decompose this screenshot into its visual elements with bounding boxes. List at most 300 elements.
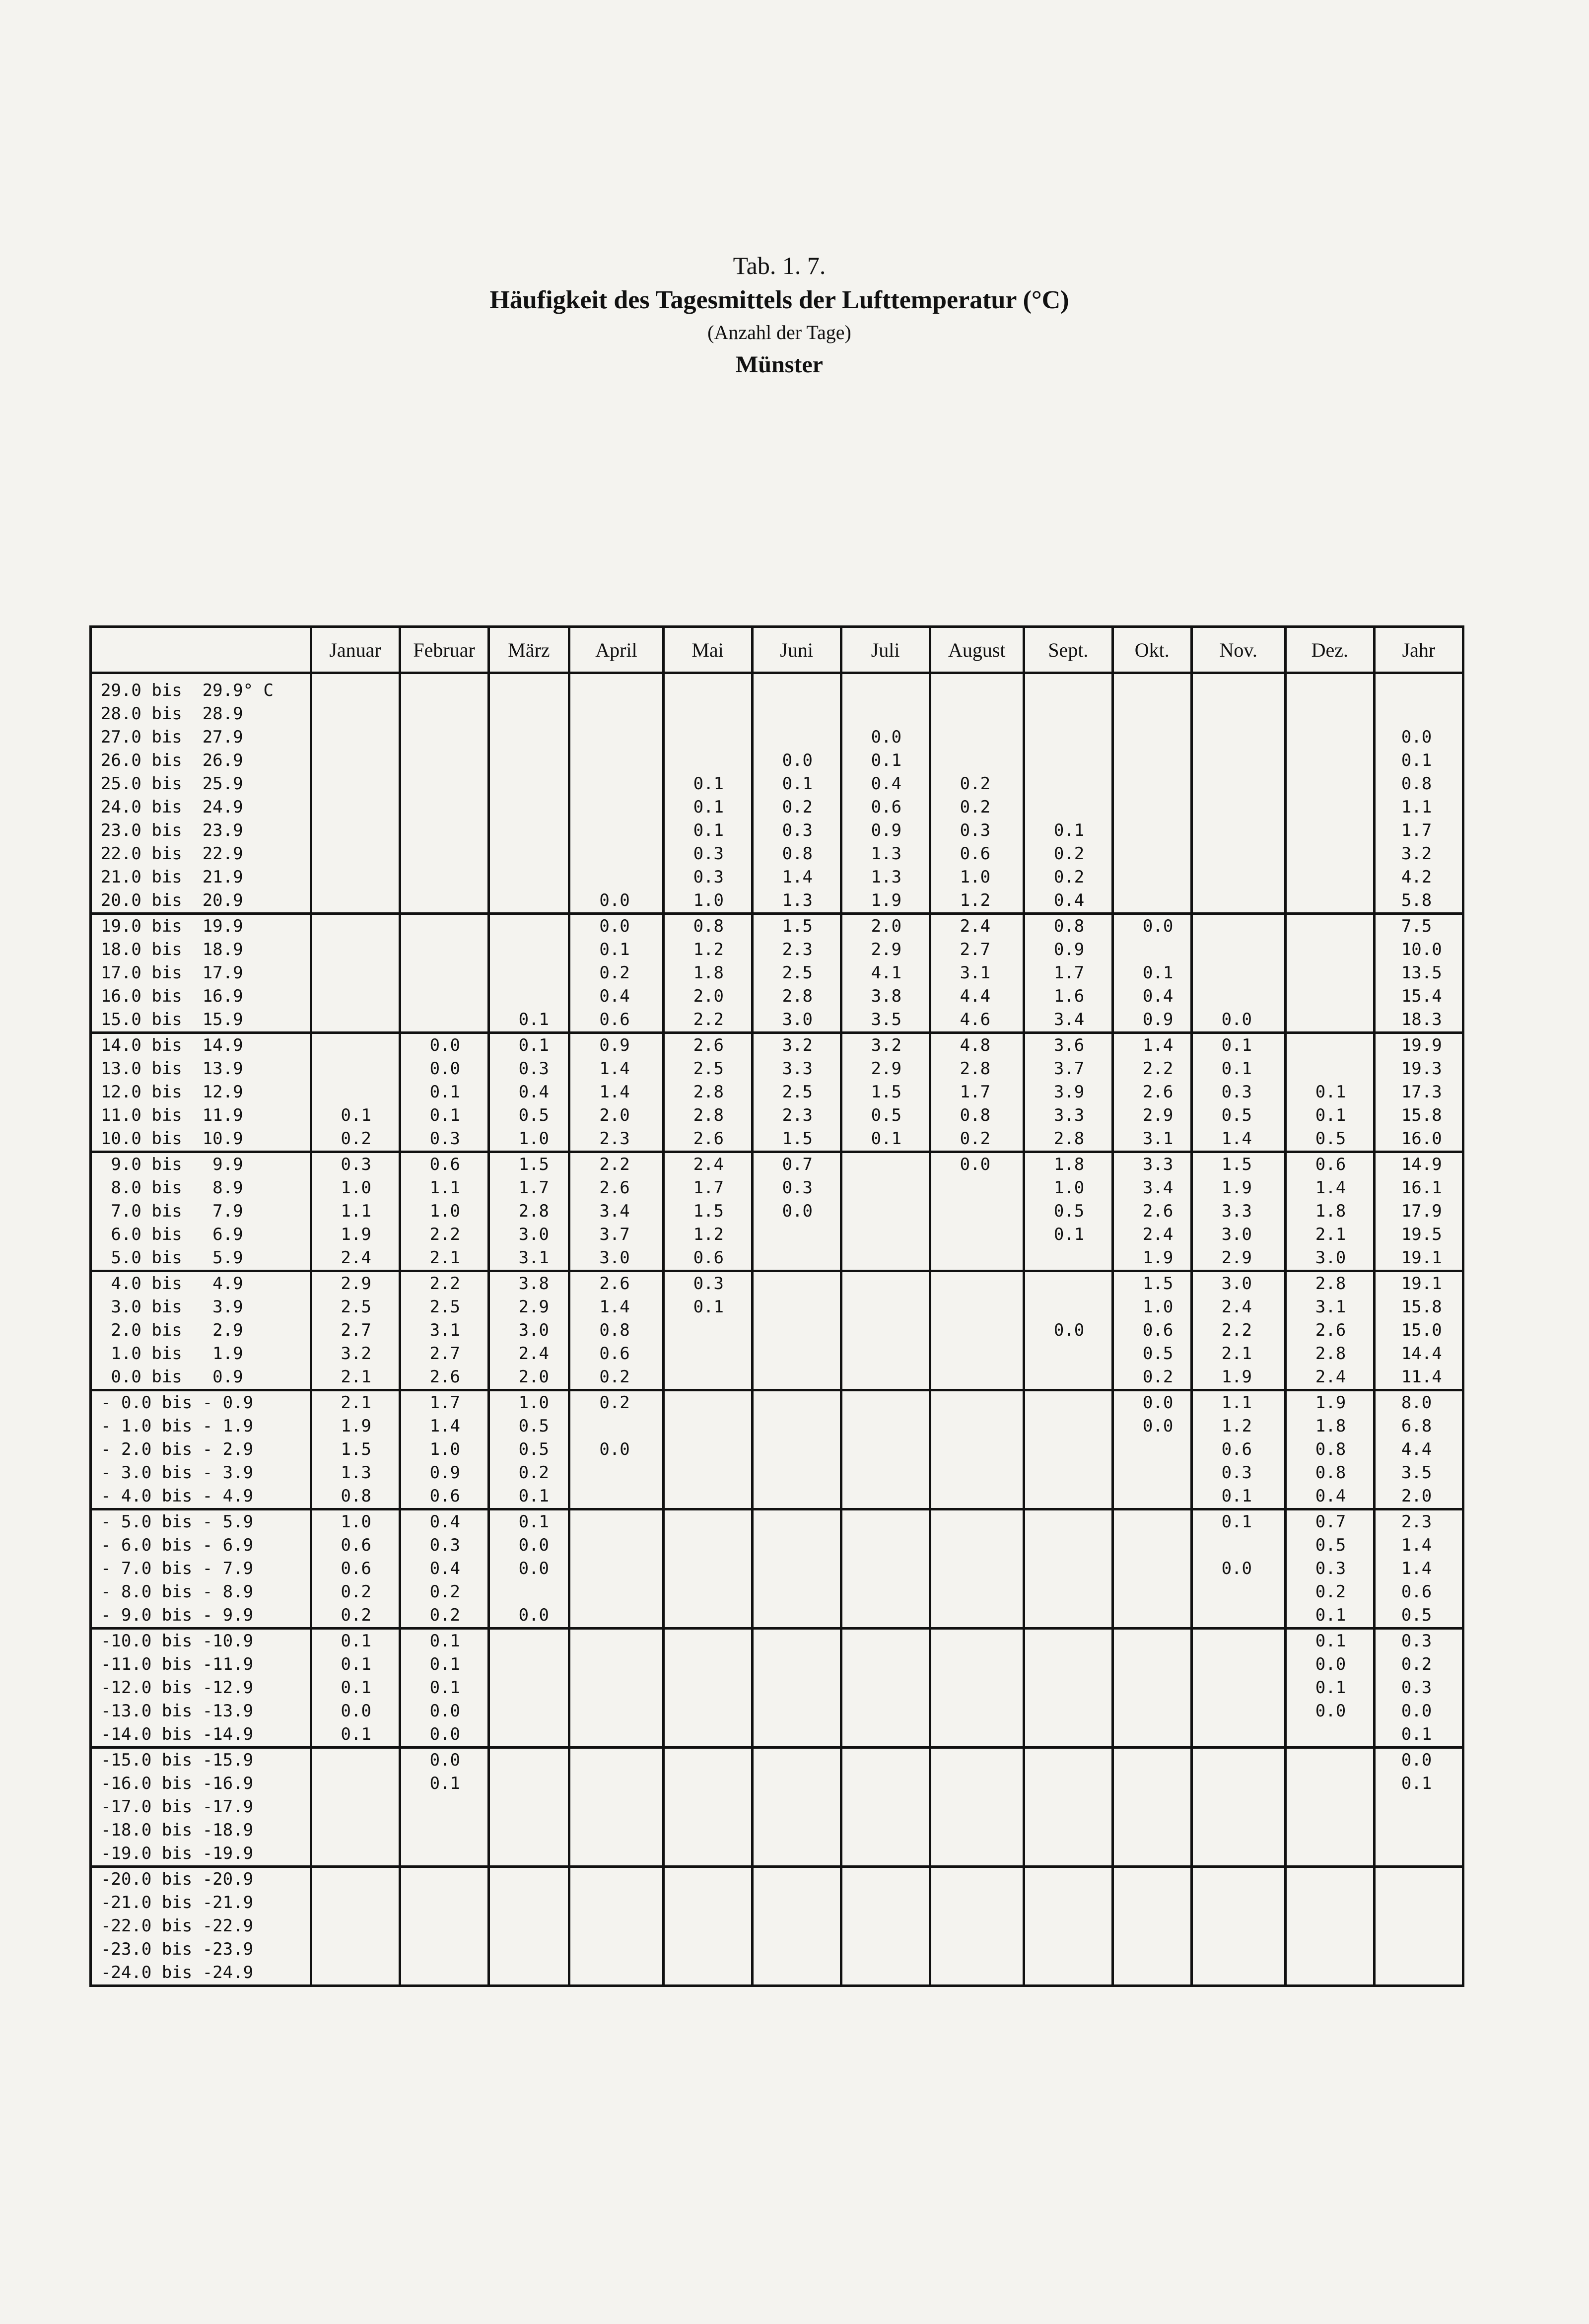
value-cell: 3.1 [1112,1127,1191,1152]
table-row [91,673,1463,703]
value-cell [1112,726,1191,749]
value-cell: 2.3 [752,938,841,961]
range-label: -12.0 bis -12.9 [91,1676,311,1700]
value-cell [752,1485,841,1509]
value-cell: 2.8 [488,1200,569,1223]
value-cell: 0.6 [311,1557,400,1580]
value-cell [569,1772,663,1795]
value-cell [841,1390,930,1415]
value-cell: 2.9 [841,938,930,961]
value-cell: 16.0 [1374,1127,1463,1152]
value-cell [752,1509,841,1534]
value-cell: 0.8 [311,1485,400,1509]
value-cell [752,1700,841,1723]
value-cell [488,673,569,703]
value-cell: 1.9 [311,1415,400,1438]
table-row [91,1366,1463,1390]
table-row [91,1033,1463,1058]
table-row [91,1748,1463,1773]
value-cell [663,1938,752,1961]
value-cell: 0.1 [752,772,841,796]
value-cell [311,1842,400,1867]
value-cell: 0.5 [1191,1104,1285,1127]
value-cell: 0.2 [311,1604,400,1629]
table-row [91,1008,1463,1033]
value-cell [1112,1629,1191,1653]
value-cell [1112,1938,1191,1961]
value-cell [930,1676,1024,1700]
value-cell: 2.0 [569,1104,663,1127]
range-label: 1.0 bis 1.9 [91,1342,311,1366]
value-cell: 0.1 [488,1033,569,1058]
value-cell [569,1938,663,1961]
value-cell [663,673,752,703]
value-cell [930,1961,1024,1986]
value-cell: 4.1 [841,961,930,985]
value-cell [1024,1938,1112,1961]
value-cell: 2.9 [841,1057,930,1081]
value-cell [841,1461,930,1485]
value-cell: 1.0 [1024,1176,1112,1200]
value-cell: 0.2 [311,1580,400,1604]
value-cell: 2.7 [930,938,1024,961]
value-cell [752,1461,841,1485]
range-label: -14.0 bis -14.9 [91,1723,311,1748]
value-cell [1374,1961,1463,1986]
value-cell: 0.1 [663,819,752,842]
value-cell [752,1819,841,1842]
table-row [91,1176,1463,1200]
range-label: -16.0 bis -16.9 [91,1772,311,1795]
value-cell [752,1390,841,1415]
value-cell [1112,1723,1191,1748]
value-cell: 1.7 [400,1390,488,1415]
value-cell [841,1772,930,1795]
value-cell [488,1914,569,1938]
value-cell [841,1819,930,1842]
table-number: Tab. 1. 7. [733,252,826,279]
value-cell [663,1438,752,1461]
value-cell [663,1795,752,1819]
value-cell [841,1629,930,1653]
range-label: 25.0 bis 25.9 [91,772,311,796]
table-title: Häufigkeit des Tagesmittels der Lufttemperatur (°C) [489,286,1069,314]
value-cell: 10.0 [1374,938,1463,961]
value-cell [752,1772,841,1795]
value-cell: 0.8 [1024,914,1112,939]
range-label: 29.0 bis 29.9° C [91,673,311,703]
value-cell [1285,1723,1374,1748]
value-cell [752,702,841,726]
value-cell [930,1772,1024,1795]
table-row [91,1867,1463,1892]
value-cell [488,1819,569,1842]
range-label: 28.0 bis 28.9 [91,702,311,726]
value-cell: 0.0 [1112,1415,1191,1438]
value-cell: 3.0 [488,1223,569,1246]
value-cell: 1.4 [1285,1176,1374,1200]
value-cell [311,1008,400,1033]
value-cell [1024,1580,1112,1604]
table-row [91,726,1463,749]
value-cell: 3.3 [752,1057,841,1081]
value-cell [400,796,488,819]
value-cell: 1.9 [1285,1390,1374,1415]
table-row [91,1914,1463,1938]
value-cell [311,1748,400,1773]
value-cell [841,1914,930,1938]
value-cell [1024,1366,1112,1390]
value-cell: 1.1 [400,1176,488,1200]
value-cell [930,1629,1024,1653]
value-cell: 3.0 [1191,1271,1285,1296]
table-row [91,772,1463,796]
value-cell: 0.6 [311,1534,400,1557]
value-cell: 0.0 [1112,914,1191,939]
value-cell [1285,1008,1374,1033]
value-cell [1112,1891,1191,1914]
value-cell: 1.8 [1285,1415,1374,1438]
value-cell [1191,1772,1285,1795]
table-row [91,985,1463,1008]
value-cell: 0.3 [1191,1081,1285,1104]
value-cell [1112,938,1191,961]
value-cell: 1.0 [400,1438,488,1461]
value-cell [1191,1676,1285,1700]
value-cell: 17.9 [1374,1200,1463,1223]
value-cell [841,1557,930,1580]
value-cell: 0.2 [569,961,663,985]
value-cell [1191,1629,1285,1653]
header-cell-1: Januar [311,627,400,673]
value-cell: 2.6 [663,1127,752,1152]
value-cell: 2.7 [311,1319,400,1342]
value-cell [1024,1653,1112,1676]
table-row [91,1557,1463,1580]
value-cell: 0.1 [663,1296,752,1319]
value-cell [1024,1819,1112,1842]
value-cell: 2.9 [311,1271,400,1296]
value-cell [488,1842,569,1867]
value-cell: 1.2 [930,889,1024,914]
value-cell: 4.4 [930,985,1024,1008]
value-cell [663,1629,752,1653]
value-cell: 0.3 [1191,1461,1285,1485]
value-cell [841,1676,930,1700]
value-cell: 3.0 [569,1246,663,1271]
header-cell-7: Juli [841,627,930,673]
value-cell [930,749,1024,772]
value-cell [663,1867,752,1892]
value-cell: 0.1 [311,1676,400,1700]
value-cell: 3.2 [841,1033,930,1058]
value-cell [1191,1961,1285,1986]
value-cell [488,1938,569,1961]
value-cell: 0.1 [311,1629,400,1653]
value-cell: 0.2 [752,796,841,819]
value-cell: 0.0 [400,1748,488,1773]
value-cell: 0.3 [400,1534,488,1557]
header-cell-4: April [569,627,663,673]
value-cell [400,1008,488,1033]
value-cell: 0.5 [1112,1342,1191,1366]
value-cell: 2.1 [1191,1342,1285,1366]
value-cell [663,1509,752,1534]
value-cell [1112,1534,1191,1557]
value-cell [930,1366,1024,1390]
value-cell [1191,889,1285,914]
range-label: 14.0 bis 14.9 [91,1033,311,1058]
value-cell [1191,702,1285,726]
value-cell [1191,749,1285,772]
value-cell [930,1246,1024,1271]
value-cell [569,1509,663,1534]
value-cell [1112,866,1191,889]
value-cell: 1.4 [569,1057,663,1081]
value-cell: 4.2 [1374,866,1463,889]
value-cell: 3.1 [1285,1296,1374,1319]
value-cell [752,1271,841,1296]
value-cell: 2.4 [663,1152,752,1177]
value-cell [841,1961,930,1986]
value-cell [1285,1819,1374,1842]
header-cell-11: Nov. [1191,627,1285,673]
value-cell: 0.1 [311,1723,400,1748]
value-cell: 3.9 [1024,1081,1112,1104]
value-cell: 2.4 [930,914,1024,939]
value-cell [930,1200,1024,1223]
value-cell [569,1676,663,1700]
value-cell: 2.4 [1112,1223,1191,1246]
value-cell [1191,1723,1285,1748]
range-label: 17.0 bis 17.9 [91,961,311,985]
value-cell: 2.6 [1112,1200,1191,1223]
value-cell [930,1580,1024,1604]
value-cell: 3.1 [930,961,1024,985]
value-cell [1191,673,1285,703]
value-cell: 0.6 [841,796,930,819]
value-cell [1191,1700,1285,1723]
value-cell [400,938,488,961]
table-row [91,1485,1463,1509]
value-cell [1024,1723,1112,1748]
value-cell [311,673,400,703]
value-cell: 0.0 [841,726,930,749]
value-cell: 0.4 [841,772,930,796]
range-label: 4.0 bis 4.9 [91,1271,311,1296]
value-cell: 0.2 [400,1604,488,1629]
value-cell: 1.6 [1024,985,1112,1008]
value-cell: 1.0 [663,889,752,914]
value-cell [1285,726,1374,749]
value-cell [930,1485,1024,1509]
value-cell [400,726,488,749]
value-cell [841,1366,930,1390]
value-cell: 0.1 [488,1008,569,1033]
value-cell: 0.1 [1285,1604,1374,1629]
range-label: 0.0 bis 0.9 [91,1366,311,1390]
value-cell: 3.7 [1024,1057,1112,1081]
value-cell [569,1795,663,1819]
range-label: - 3.0 bis - 3.9 [91,1461,311,1485]
value-cell [930,1509,1024,1534]
value-cell [569,1867,663,1892]
range-label: 19.0 bis 19.9 [91,914,311,939]
value-cell [1112,819,1191,842]
value-cell [663,749,752,772]
value-cell [1024,1795,1112,1819]
value-cell: 0.8 [1374,772,1463,796]
value-cell: 0.0 [400,1723,488,1748]
value-cell [400,866,488,889]
value-cell: 15.4 [1374,985,1463,1008]
value-cell [488,1961,569,1986]
value-cell [400,1891,488,1914]
value-cell: 2.8 [752,985,841,1008]
value-cell: 1.0 [930,866,1024,889]
value-cell: 1.4 [1374,1557,1463,1580]
value-cell: 0.0 [1374,1748,1463,1773]
value-cell [1112,1842,1191,1867]
value-cell: 3.2 [1374,842,1463,866]
value-cell: 0.1 [1285,1104,1374,1127]
value-cell: 3.0 [1285,1246,1374,1271]
value-cell: 2.6 [1112,1081,1191,1104]
value-cell: 2.9 [1112,1104,1191,1127]
value-cell [1024,1842,1112,1867]
value-cell: 0.1 [400,1629,488,1653]
table-row [91,1152,1463,1177]
value-cell [930,1748,1024,1773]
value-cell [930,1296,1024,1319]
value-cell: 0.1 [311,1104,400,1127]
value-cell [752,1842,841,1867]
value-cell: 0.1 [400,1653,488,1676]
value-cell [488,866,569,889]
value-cell: 1.7 [1374,819,1463,842]
value-cell: 1.7 [1024,961,1112,985]
value-cell [1191,1938,1285,1961]
value-cell [1024,702,1112,726]
value-cell [930,1938,1024,1961]
range-label: 8.0 bis 8.9 [91,1176,311,1200]
value-cell: 0.1 [400,1772,488,1795]
value-cell [311,726,400,749]
value-cell [841,1938,930,1961]
value-cell [311,1914,400,1938]
value-cell: 17.3 [1374,1081,1463,1104]
value-cell: 0.0 [1112,1390,1191,1415]
range-label: - 2.0 bis - 2.9 [91,1438,311,1461]
value-cell: 2.0 [1374,1485,1463,1509]
range-label: -19.0 bis -19.9 [91,1842,311,1867]
table-row [91,1296,1463,1319]
value-cell [841,1271,930,1296]
value-cell [663,1534,752,1557]
value-cell [930,1891,1024,1914]
value-cell [1285,1033,1374,1058]
value-cell [569,866,663,889]
value-cell: 0.1 [400,1104,488,1127]
value-cell [1285,842,1374,866]
range-label: -20.0 bis -20.9 [91,1867,311,1892]
range-label: 22.0 bis 22.9 [91,842,311,866]
value-cell: 0.6 [400,1152,488,1177]
value-cell: 0.1 [1112,961,1191,985]
value-cell [663,1772,752,1795]
value-cell [1112,1604,1191,1629]
value-cell [1112,1461,1191,1485]
value-cell [569,749,663,772]
value-cell: 3.4 [1024,1008,1112,1033]
value-cell [1285,796,1374,819]
value-cell: 0.2 [1285,1580,1374,1604]
value-cell: 1.4 [1191,1127,1285,1152]
table-row [91,1938,1463,1961]
value-cell: 0.3 [1285,1557,1374,1580]
value-cell: 0.0 [1374,1700,1463,1723]
value-cell [841,1319,930,1342]
value-cell [1024,1534,1112,1557]
value-cell: 3.0 [752,1008,841,1033]
table-row [91,1534,1463,1557]
value-cell: 0.0 [752,1200,841,1223]
value-cell: 0.0 [488,1557,569,1580]
value-cell: 0.2 [930,796,1024,819]
table-row [91,1676,1463,1700]
value-cell [1191,1914,1285,1938]
value-cell: 1.5 [752,1127,841,1152]
table-row [91,1342,1463,1366]
table-row [91,1795,1463,1819]
value-cell [1112,842,1191,866]
header-cell-3: März [488,627,569,673]
value-cell: 3.0 [1191,1223,1285,1246]
value-cell: 6.8 [1374,1415,1463,1438]
value-cell: 1.2 [663,1223,752,1246]
value-cell [488,1700,569,1723]
range-label: 2.0 bis 2.9 [91,1319,311,1342]
table-row [91,938,1463,961]
value-cell: 3.3 [1024,1104,1112,1127]
value-cell: 0.3 [930,819,1024,842]
value-cell: 0.1 [400,1081,488,1104]
value-cell [569,1891,663,1914]
title-block [0,248,1559,382]
table-row [91,1438,1463,1461]
range-label: 3.0 bis 3.9 [91,1296,311,1319]
value-cell [841,1795,930,1819]
value-cell: 0.1 [1191,1485,1285,1509]
header-cell-13: Jahr [1374,627,1463,673]
value-cell [663,1461,752,1485]
value-cell: 1.1 [1191,1390,1285,1415]
value-cell [1112,1580,1191,1604]
value-cell: 0.1 [1024,819,1112,842]
value-cell [1285,889,1374,914]
value-cell [311,819,400,842]
value-cell: 1.9 [1112,1246,1191,1271]
value-cell [569,1461,663,1485]
value-cell [1024,1914,1112,1938]
value-cell: 0.1 [1374,1772,1463,1795]
value-cell: 2.6 [1285,1319,1374,1342]
value-cell [1285,1891,1374,1914]
value-cell: 0.5 [488,1415,569,1438]
value-cell [488,702,569,726]
table-row [91,1127,1463,1152]
value-cell: 0.0 [488,1604,569,1629]
